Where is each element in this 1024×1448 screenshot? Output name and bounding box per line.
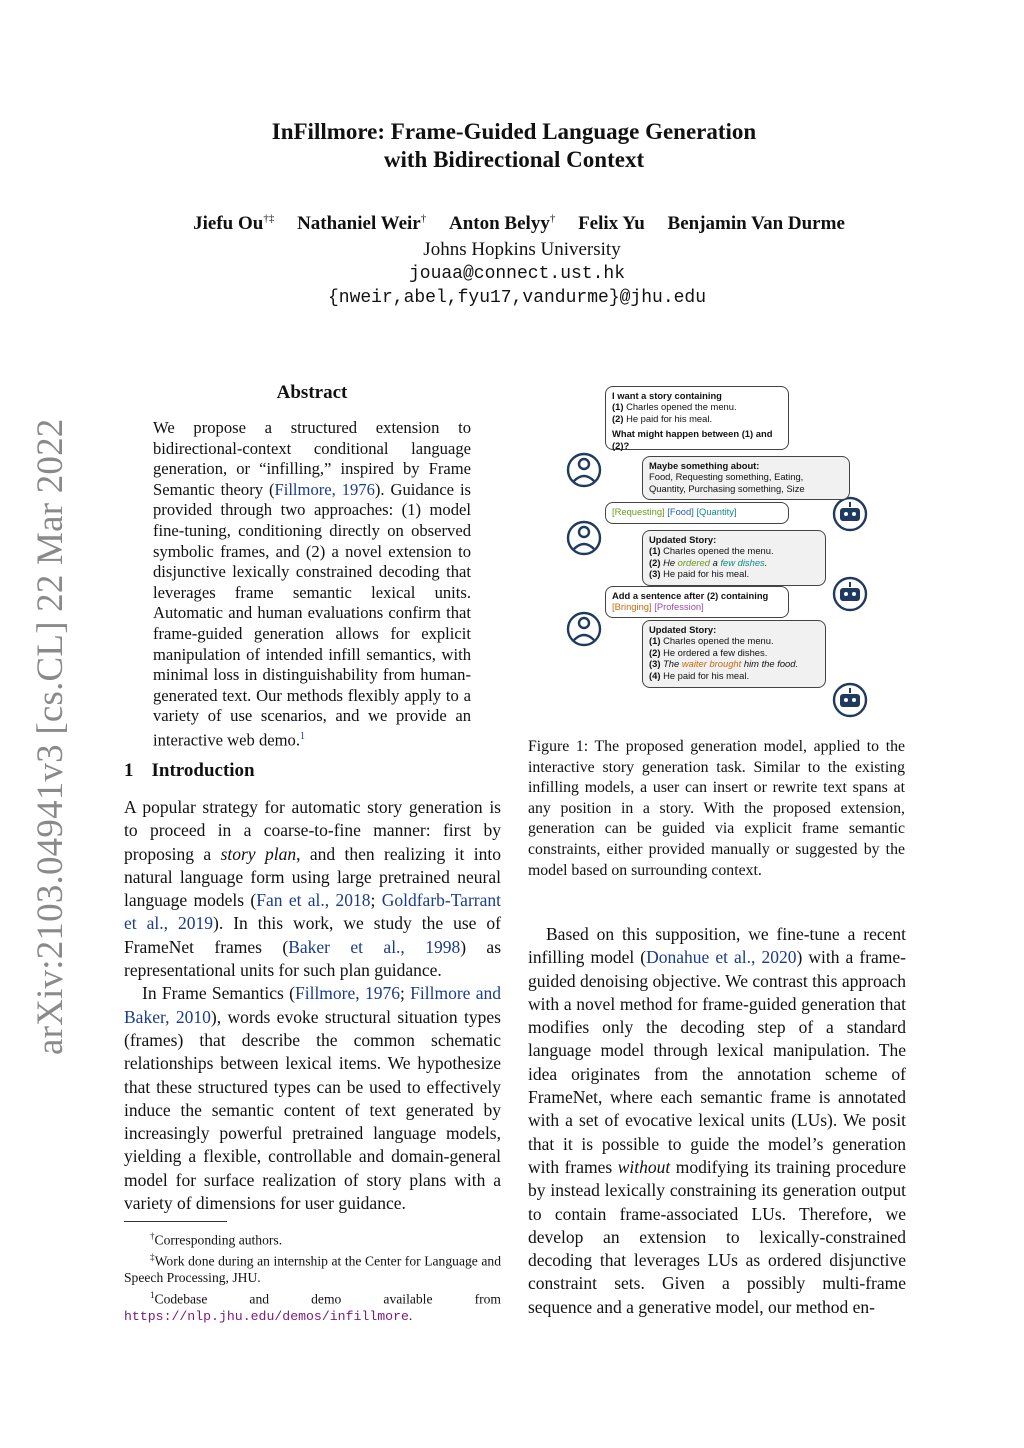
user-bubble-add-sentence: Add a sentence after (2) containing [Bringing] [Profession] [605,586,789,618]
title-line-1: InFillmore: Frame-Guided Language Generation [271,119,757,144]
user-icon [568,454,600,486]
footnote-rule [124,1221,227,1222]
intro-paragraph-2: In Frame Semantics (Fillmore, 1976; Fillmore and Baker, 2010), words evoke structural situation types (frames) that describe the common schematic relationships between lexical items. We hypothesize that these structured types can be used to effectively induce the semantic content of text generated by increasingly powerful pretrained language models, yielding a flexible, controllable and domain-general model for surface realization of story plans with a variety of dimensions for user guidance. [124,983,501,1214]
intro-paragraph-1: A popular strategy for automatic story generation is to proceed in a coarse-to-fine manner: first by proposing a story plan, and then realizing it into natural language form using large pretrained neural language models (Fan et al., 2018; Goldfarb-Tarrant et al., 2019). In this work, we study the use of FrameNet frames (Baker et al., 1998) as representational units for such plan guidance. [124,797,502,981]
author-list [0,213,1024,235]
email-2: {nweir,abel,fyu17,vandurme}@jhu.edu [327,288,707,308]
citation-fan-2018[interactable]: Fan et al., 2018 [256,890,371,911]
footnote-codebase: $^1$Codebase and demo available from https://nlp.jhu.edu/demos/infillmore. [124,1289,501,1324]
author-2: Nathaniel Weir† [297,213,427,235]
title-line-2: with Bidirectional Context [383,147,645,172]
right-column-text [528,923,906,1319]
arxiv-identifier: arXiv:2103.04941v3 [cs.CL] 22 Mar 2022 [30,418,71,1055]
citation-baker-1998[interactable]: Baker et al., 1998 [288,936,461,957]
figure-1 [560,380,880,725]
bot-bubble-frame-suggestions: Maybe something about: Food, Requesting something, Eating, Quantity, Purchasing something, Size [642,456,850,500]
citation-donahue-2020[interactable]: Donahue et al., 2020 [646,947,797,968]
footnote-corresponding: †Corresponding authors. [150,1231,283,1248]
bot-bubble-updated-story-1: Updated Story: (1) Charles opened the menu. (2) He ordered a few dishes. (3) He paid for his meal. [642,530,826,586]
author-4: Felix Yu [578,213,645,235]
citation-fillmore-1976-b[interactable]: Fillmore, 1976 [294,983,400,1004]
email-1: jouaa@connect.ust.hk [408,264,626,284]
author-1: Jiefu Ou†‡ [193,213,275,235]
bot-bubble-updated-story-2: Updated Story: (1) Charles opened the menu. (2) He ordered a few dishes. (3) The waiter brought him the food. (4) He paid for his meal. [642,620,826,688]
section-heading-introduction: 1 Introduction [124,760,255,781]
robot-icon [834,578,866,610]
demo-link[interactable]: https://nlp.jhu.edu/demos/infillmore [124,1308,409,1324]
author-5: Benjamin Van Durme [667,213,845,235]
citation-fillmore-1976[interactable]: Fillmore, 1976 [274,479,375,499]
user-icon [568,613,600,645]
intro-column [124,796,501,1215]
citation-fillmore-baker-2010[interactable]: Fillmore and Baker, 2010 [124,983,501,1027]
figure-1-caption: Figure 1: The proposed generation model, applied to the interactive story generation task. Similar to the existing infilling models, a user can insert or rewrite text spans at any position in a story. With the proposed extension, generation can be guided via explicit frame semantic constraints, either provided manually or suggested by the model based on surrounding context. [528,738,905,879]
user-bubble-story-request: I want a story containing (1) Charles opened the menu. (2) He paid for his meal. What might happen between (1) and (2)? [605,386,789,450]
footnote-ref-1[interactable]: 1 [299,730,305,742]
paragraph-supposition: Based on this supposition, we fine-tune a recent infilling model (Donahue et al., 2020) with a frame-guided denoising objective. We contrast this approach with a novel method for frame-guided generation that modifies only the decoding step of a standard language model through lexical manipulation. The idea originates from the annotation scheme of FrameNet, where each semantic frame is annotated with a set of evocative lexical units (LUs). We posit that it is possible to guide the model’s generation with frames without modifying its training procedure by instead lexically constraining its generation output to contain frame-associated LUs. Therefore, we develop an extension to lexically-constrained decoding that leverages LUs as ordered disjunctive constraint sets. Given a possibly multi-frame sequence and a generative model, our method en- [528,924,906,1317]
abstract-text: We propose a structured extension to bidirectional-context conditional language generation, or “infilling,” inspired by Frame Semantic theory (Fillmore, 1976). Guidance is provided through two approaches: (1) model fine-tuning, conditioning directly on observed symbolic frames, and (2) a novel extension to disjunctive lexically constrained decoding that leverages frame semantic lexical units. Automatic and human evaluations confirm that frame-guided generation allows for explicit manipulation of intended infill semantics, with minimal loss in distinguishability from human-generated text. Our methods flexibly apply to a variety of use scenarios, and we provide an interactive web demo.$^1$ [153,418,472,750]
robot-icon [834,684,866,716]
robot-icon [834,498,866,530]
affiliation: Johns Hopkins University [423,239,621,260]
user-icon [568,522,600,554]
user-bubble-frame-selection: [Requesting] [Food] [Quantity] [605,502,789,524]
footnote-internship: ‡Work done during an internship at the Center for Language and Speech Processing, JHU. [124,1252,502,1286]
paper-title [0,118,1024,174]
citation-goldfarb-tarrant-2019[interactable]: Goldfarb-Tarrant et al., 2019 [124,890,501,934]
footnotes [124,1228,501,1325]
abstract-heading: Abstract [276,382,348,403]
author-3: Anton Belyy† [449,213,556,235]
